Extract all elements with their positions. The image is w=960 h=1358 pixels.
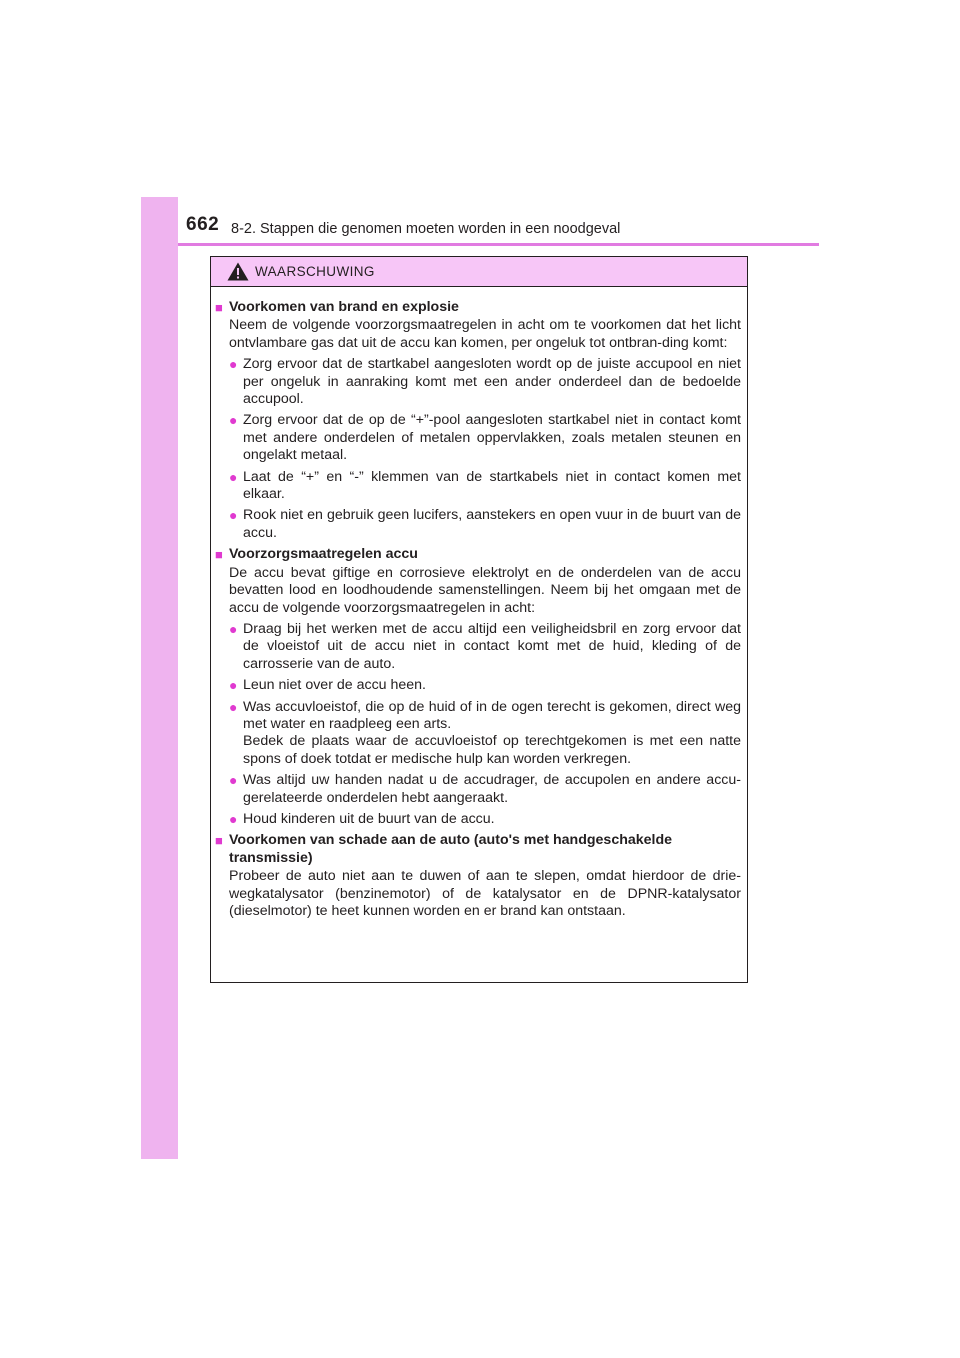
section-heading-text: Voorzorgsmaatregelen accu	[229, 546, 418, 563]
section-intro: Neem de volgende voorzorgsmaatregelen in acht om te voorkomen dat het licht ontvlambare gas dat uit de accu kan komen, per ongeluk tot ontbran-ding komt:	[229, 317, 741, 351]
round-bullet-icon: ●	[229, 468, 238, 485]
round-bullet-icon: ●	[229, 620, 238, 637]
warning-header	[211, 257, 747, 287]
round-bullet-icon: ●	[229, 772, 238, 789]
bullet-item	[229, 356, 741, 408]
round-bullet-icon: ●	[229, 677, 238, 694]
page-number: 662	[186, 214, 220, 235]
round-bullet-icon: ●	[229, 507, 238, 524]
section-intro: De accu bevat giftige en corrosieve elektrolyt en de onderdelen van de accu bevatten lood en loodhoudende samenstellingen. Neem bij het omgaan met de accu de volgende voorzorgsmaatregelen in acht:	[229, 564, 741, 616]
round-bullet-icon: ●	[229, 356, 238, 373]
bullet-item	[229, 412, 741, 464]
bullet-text: Rook niet en gebruik geen lucifers, aanstekers en open vuur in de buurt van de accu.	[243, 507, 741, 541]
bullet-item	[229, 677, 741, 694]
section-heading	[215, 546, 741, 563]
bullet-text: Was altijd uw handen nadat u de accudrager, de accupolen en andere accu-gerelateerde onderdelen hebt aangeraakt.	[243, 772, 741, 806]
bullet-text: Leun niet over de accu heen.	[243, 677, 426, 694]
section-title: 8-2. Stappen die genomen moeten worden in een noodgeval	[231, 221, 621, 237]
square-bullet-icon: ■	[215, 300, 223, 315]
square-bullet-icon: ■	[215, 833, 223, 849]
section-heading	[215, 832, 741, 867]
round-bullet-icon: ●	[229, 412, 238, 429]
bullet-text: Zorg ervoor dat de op de “+”-pool aangesloten startkabel niet in contact komt met andere onderdelen of metalen oppervlakken, zoals metalen steunen en ongelakt metaal.	[243, 412, 741, 464]
warning-label: WAARSCHUWING	[255, 264, 375, 279]
warning-box	[210, 256, 748, 983]
warning-section	[215, 546, 741, 828]
section-heading-text: Voorkomen van schade aan de auto (auto's met handgeschakelde transmissie)	[229, 832, 673, 866]
chapter-side-band	[141, 197, 178, 1159]
bullet-item	[229, 621, 741, 673]
square-bullet-icon: ■	[215, 547, 223, 563]
section-heading	[215, 299, 741, 316]
warning-section	[215, 299, 741, 542]
bullet-text: Bedek de plaats waar de accuvloeistof op terechtgekomen is met een natte spons of doek totdat er medische hulp kan worden verkregen.	[243, 733, 741, 767]
header-rule	[178, 243, 819, 246]
warning-triangle-icon	[227, 262, 249, 281]
bullet-item	[229, 469, 741, 504]
bullet-text: Laat de “+” en “-” klemmen van de startkabels niet in contact komen met elkaar.	[243, 468, 741, 503]
section-heading-text: Voorkomen van brand en explosie	[229, 299, 459, 315]
section-intro: Probeer de auto niet aan te duwen of aan te slepen, omdat hierdoor de drie-wegkatalysator (benzinemotor) of de katalysator en de DPNR-katalysator (dieselmotor) te heet kunnen worden en er brand kan ontstaan.	[229, 868, 741, 919]
warning-section	[215, 832, 741, 920]
bullet-text: Zorg ervoor dat de startkabel aangesloten wordt op de juiste accupool en niet per ongeluk in aanraking komt met een ander onderdeel dan de bedoelde accupool.	[243, 356, 741, 408]
round-bullet-icon: ●	[229, 698, 238, 715]
bullet-text: Draag bij het werken met de accu altijd een veiligheidsbril en zorg ervoor dat de vloeistof uit de accu niet in contact komt met de huid, kleding of de carrosserie van de auto.	[243, 620, 741, 672]
bullet-item	[229, 811, 741, 828]
warning-content	[211, 287, 747, 920]
bullet-item	[229, 507, 741, 542]
bullet-item	[229, 699, 741, 769]
bullet-text: Was accuvloeistof, die op de huid of in de ogen terecht is gekomen, direct weg met water en raadpleeg een arts.	[243, 698, 741, 732]
round-bullet-icon: ●	[229, 810, 238, 827]
bullet-text: Houd kinderen uit de buurt van de accu.	[243, 810, 495, 827]
bullet-item	[229, 772, 741, 807]
